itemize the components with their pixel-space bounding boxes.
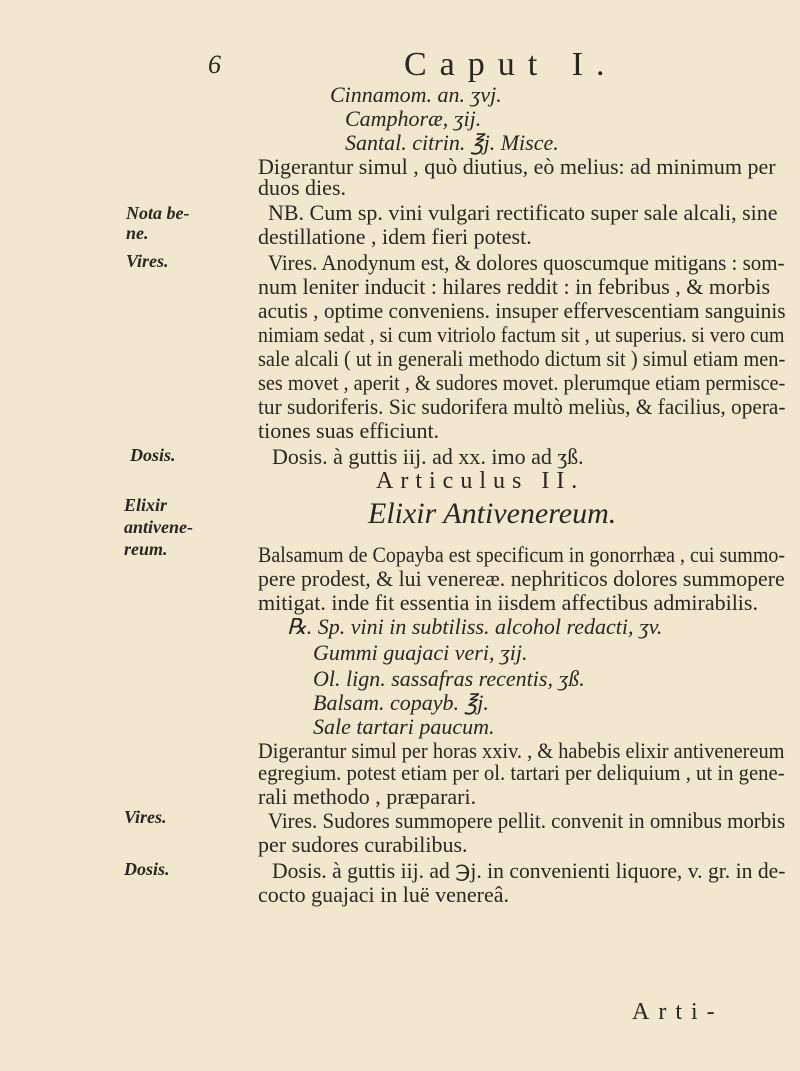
page-number: 6 — [208, 50, 221, 79]
margin-note-nota-bene: Nota be- — [126, 203, 190, 223]
recipe-line: Ol. lign. sassafras recentis, ʒß. — [313, 666, 585, 691]
text-line: pere prodest, & lui venereæ. nephriticos dolores summopere — [258, 566, 785, 591]
running-title: Caput I. — [404, 46, 618, 83]
text-line: cocto guajaci in luë venereâ. — [258, 882, 510, 907]
text-line: duos dies. — [258, 175, 346, 200]
text-line: NB. Cum sp. vini vulgari rectificato super sale alcali, sine — [268, 200, 778, 225]
margin-note-vires: Vires. — [124, 807, 167, 827]
margin-note-elixir: Elixir — [124, 495, 168, 515]
margin-note-nota-bene: ne. — [126, 223, 149, 243]
text-line: destillatione , idem fieri potest. — [258, 224, 532, 249]
catchword: Arti- — [632, 999, 724, 1025]
text-line: sale alcali ( ut in generali methodo dictum sit ) simul etiam men- — [258, 346, 786, 371]
text-line: tiones suas efficiunt. — [258, 418, 440, 443]
margin-note-vires: Vires. — [126, 251, 169, 271]
recipe-line: Balsam. copayb. ℥j. — [313, 690, 489, 715]
text-line: egregium. potest etiam per ol. tartari per deliquium , ut in gene- — [258, 760, 785, 785]
margin-note-elixir: antivene- — [124, 517, 193, 537]
recipe-line: Gummi guajaci veri, ʒij. — [313, 640, 528, 665]
article-title: Elixir Antivenereum. — [368, 497, 617, 530]
text-line: tur sudoriferis. Sic sudorifera multò meliùs, & facilius, opera- — [258, 394, 786, 419]
recipe-line: ℞. Sp. vini in subtiliss. alcohol redacti, ʒv. — [287, 614, 663, 639]
recipe-line: Santal. citrin. ℥j. Misce. — [345, 130, 559, 155]
text-line: nimiam sedat , si cum vitriolo factum sit , ut superius. si vero cum — [258, 322, 785, 347]
text-line: Vires. Sudores summopere pellit. convenit in omnibus morbis — [268, 808, 786, 833]
text-line: per sudores curabilibus. — [258, 832, 468, 857]
text-line: rali methodo , præparari. — [258, 784, 477, 809]
margin-note-elixir: reum. — [124, 539, 168, 559]
text-line: Digerantur simul , quò diutius, eò melius: ad minimum per — [258, 154, 776, 179]
text-line: num leniter inducit : hilares reddit : in febribus , & morbis — [258, 274, 771, 299]
text-line: Dosis. à guttis iij. ad ℈j. in convenienti liquore, v. gr. in de- — [272, 858, 786, 883]
recipe-line: Cinnamom. an. ʒvj. — [330, 82, 502, 107]
text-line: ses movet , aperit , & sudores movet. plerumque etiam permisce- — [258, 370, 786, 395]
recipe-line: Sale tartari paucum. — [313, 714, 495, 739]
article-heading: Articulus II. — [376, 468, 585, 494]
recipe-line: Camphoræ, ʒij. — [345, 106, 482, 131]
text-line: acutis , optime conveniens. insuper effervescentiam sanguinis — [258, 298, 786, 323]
text-line: Dosis. à guttis iij. ad xx. imo ad ʒß. — [272, 444, 584, 469]
margin-note-dosis: Dosis. — [124, 859, 170, 879]
text-line: mitigat. inde fit essentia in iisdem affectibus admirabilis. — [258, 590, 758, 615]
text-line: Balsamum de Copayba est specificum in gonorrhæa , cui summo- — [258, 542, 786, 567]
text-line: Vires. Anodynum est, & dolores quoscumque mitigans : som- — [268, 250, 785, 275]
text-line: Digerantur simul per horas xxiv. , & habebis elixir antivenereum — [258, 738, 785, 763]
margin-note-dosis: Dosis. — [130, 445, 176, 465]
